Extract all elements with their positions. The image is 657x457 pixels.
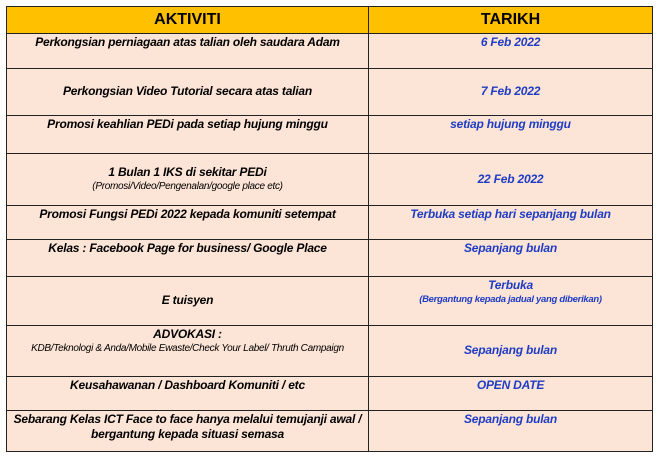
- date-cell: [369, 325, 653, 376]
- date-cell: [369, 205, 653, 240]
- date-text: Terbuka: [488, 278, 533, 293]
- activity-text: E tuisyen: [161, 293, 214, 308]
- date-cell: [369, 277, 653, 326]
- activity-subtext: (Promosi/Video/Pengenalan/google place etc): [92, 180, 283, 192]
- table-row: [7, 34, 653, 69]
- header-date: TARIKH: [369, 7, 653, 34]
- date-text: OPEN DATE: [476, 377, 545, 392]
- table-row: [7, 376, 653, 411]
- table-row: [7, 205, 653, 240]
- header-activity: AKTIVITI: [7, 7, 369, 34]
- date-cell: [369, 411, 653, 452]
- activity-cell: [7, 205, 369, 240]
- activity-text: Kelas : Facebook Page for business/ Google Place: [48, 241, 327, 256]
- table-row: [7, 154, 653, 206]
- date-text: Sepanjang bulan: [463, 343, 557, 358]
- activity-text: Sebarang Kelas ICT Face to face hanya melalui temujanji awal /: [13, 412, 362, 427]
- activity-cell: [7, 34, 369, 69]
- activity-cell: [7, 411, 369, 452]
- activity-subtext: KDB/Teknologi & Anda/Mobile Ewaste/Check Your Label/ Thruth Campaign: [31, 342, 344, 354]
- table-row: [7, 116, 653, 154]
- activity-cell: [7, 116, 369, 154]
- activity-text: Perkongsian Video Tutorial secara atas talian: [62, 84, 313, 99]
- activity-schedule-table: [6, 6, 653, 452]
- table-row: [7, 411, 653, 452]
- activity-text: ADVOKASI :: [153, 326, 222, 341]
- date-text: setiap hujung minggu: [450, 117, 571, 132]
- date-cell: [369, 240, 653, 277]
- table-row: [7, 68, 653, 116]
- date-text: 22 Feb 2022: [477, 171, 544, 186]
- activity-cell: [7, 277, 369, 326]
- table-row: [7, 240, 653, 277]
- date-text: 6 Feb 2022: [480, 35, 541, 49]
- date-cell: [369, 154, 653, 206]
- activity-cell: [7, 240, 369, 277]
- activity-text: Promosi keahlian PEDi pada setiap hujung minggu: [47, 117, 328, 132]
- date-text: 7 Feb 2022: [480, 84, 541, 99]
- activity-text: Promosi Fungsi PEDi 2022 kepada komuniti setempat: [39, 206, 336, 221]
- activity-text-line2: bergantung kepada situasi semasa: [90, 427, 284, 442]
- activity-text: Perkongsian perniagaan atas talian oleh saudara Adam: [35, 35, 340, 49]
- date-text: Sepanjang bulan: [463, 241, 557, 256]
- date-subtext: (Bergantung kepada jadual yang diberikan): [419, 294, 602, 306]
- activity-text: Keusahawanan / Dashboard Komuniti / etc: [70, 377, 305, 392]
- activity-cell: [7, 154, 369, 206]
- activity-cell: [7, 376, 369, 411]
- date-cell: [369, 376, 653, 411]
- activity-text: 1 Bulan 1 IKS di sekitar PEDi: [108, 164, 267, 179]
- date-text: Sepanjang bulan: [463, 412, 557, 427]
- date-cell: [369, 68, 653, 116]
- table-row: [7, 277, 653, 326]
- activity-cell: [7, 325, 369, 376]
- date-cell: [369, 34, 653, 69]
- date-text: Terbuka setiap hari sepanjang bulan: [410, 206, 611, 221]
- activity-cell: [7, 68, 369, 116]
- date-cell: [369, 116, 653, 154]
- header-row: [7, 7, 653, 34]
- table-row: [7, 325, 653, 376]
